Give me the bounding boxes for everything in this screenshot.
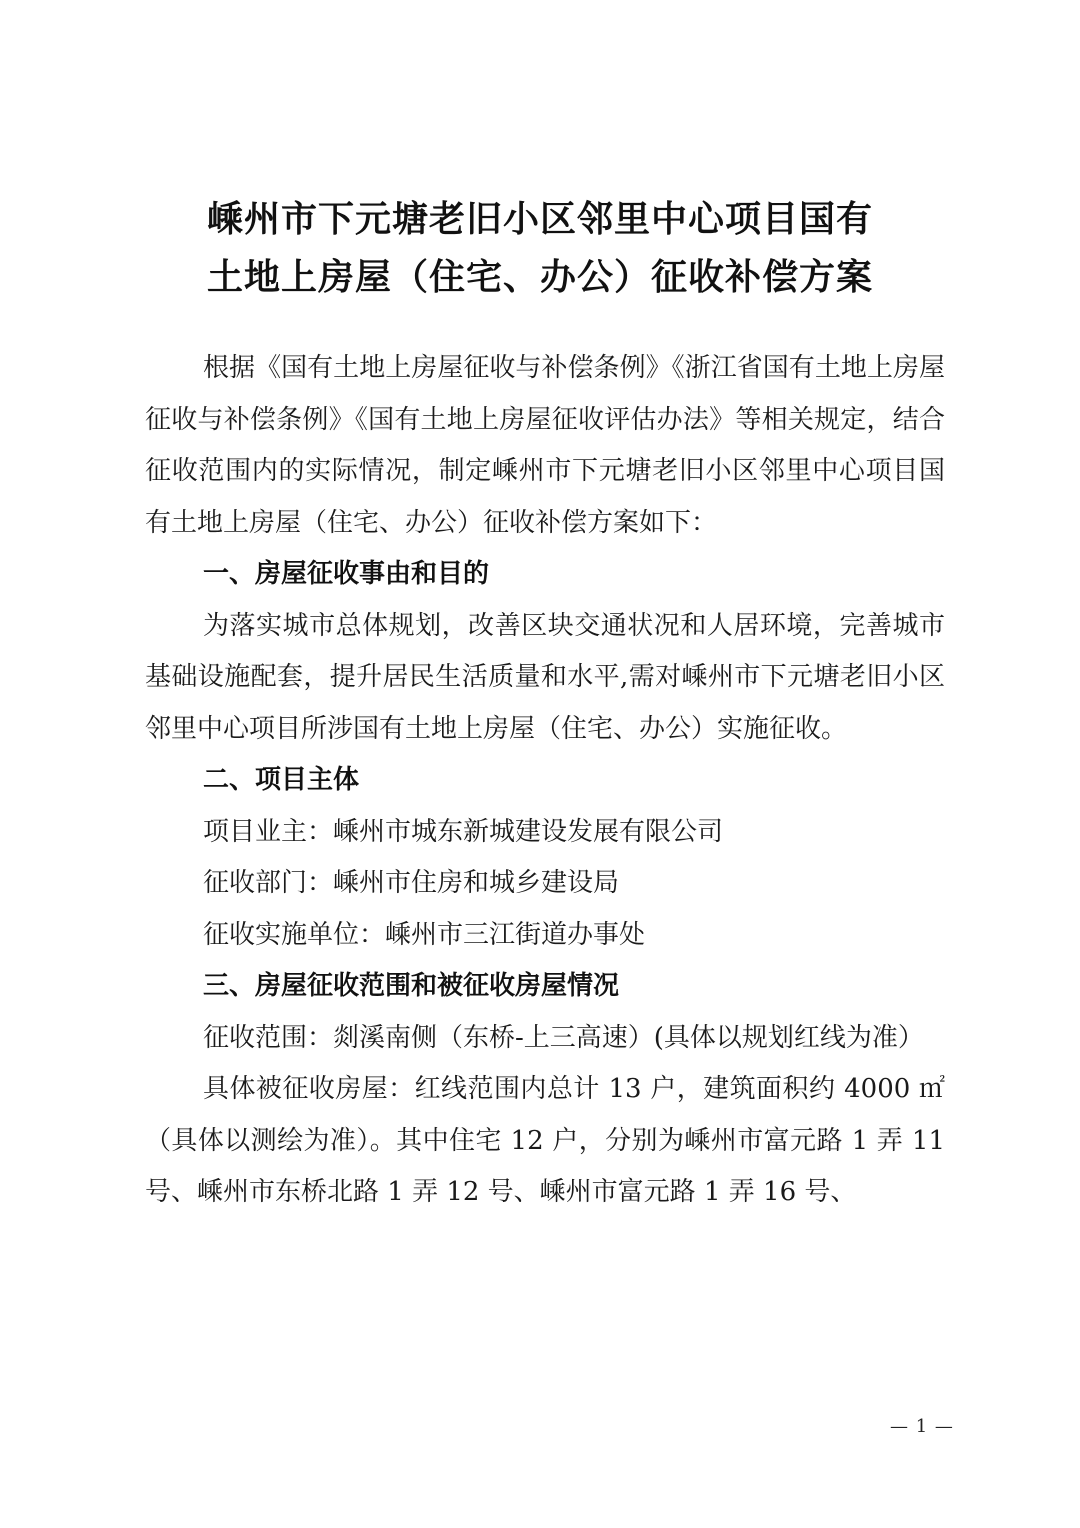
implementing-unit-line: 征收实施单位：嵊州市三江街道办事处 (203, 919, 646, 950)
page-number: — 1 — (890, 1416, 954, 1437)
expropriated-houses-paragraph: 具体被征收房屋：红线范围内总计 13 户，建筑面积约 4000 ㎡（具体以测绘为准）。其中住宅 12 户，分别为嵊州市富元路 1 弄 11 号、嵊州市东桥北路 1 弄 12 号、嵊州市富元路 1 弄 16 号、 (145, 1074, 945, 1207)
expropriation-scope-paragraph: 征收范围：剡溪南侧（东桥-上三高速）(具体以规划红线为准） (203, 1022, 924, 1053)
document-title (120, 190, 960, 306)
title-line-2: 土地上房屋（住宅、办公）征收补偿方案 (206, 256, 873, 298)
intro-paragraph: 根据《国有土地上房屋征收与补偿条例》《浙江省国有土地上房屋征收与补偿条例》《国有土地上房屋征收评估办法》等相关规定，结合征收范围内的实际情况，制定嵊州市下元塘老旧小区邻里中心项目国有土地上房屋（住宅、办公）征收补偿方案如下： (145, 353, 945, 538)
project-owner-line: 项目业主：嵊州市城东新城建设发展有限公司 (203, 816, 724, 847)
section-1-paragraph: 为落实城市总体规划，改善区块交通状况和人居环境，完善城市基础设施配套，提升居民生活质量和水平,需对嵊州市下元塘老旧小区邻里中心项目所涉国有土地上房屋（住宅、办公）实施征收。 (145, 610, 945, 744)
section-1-heading: 一、房屋征收事由和目的 (203, 559, 490, 589)
title-line-1: 嵊州市下元塘老旧小区邻里中心项目国有 (206, 198, 873, 240)
document-body (145, 343, 945, 1219)
section-3-heading: 三、房屋征收范围和被征收房屋情况 (203, 971, 620, 1001)
section-2-heading: 二、项目主体 (203, 765, 360, 795)
expropriation-department-line: 征收部门：嵊州市住房和城乡建设局 (203, 868, 620, 898)
